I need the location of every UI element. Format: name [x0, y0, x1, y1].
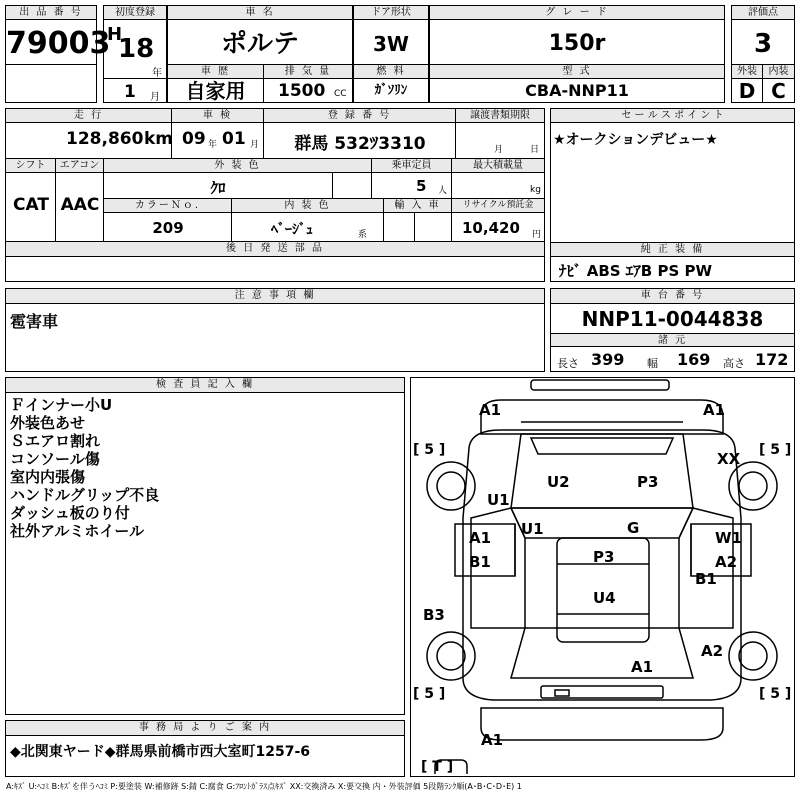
damage-front-left-bumper: A1: [479, 401, 502, 419]
width: 169: [677, 350, 711, 369]
damage-bonnet-left: U2: [547, 473, 570, 491]
import-label: 輸 入 車: [384, 199, 452, 213]
exterior-grade: D: [732, 79, 763, 103]
first-reg-month: 1: [124, 82, 136, 102]
transfer-month-unit: 月: [494, 145, 504, 155]
grade-label: グ レ ー ド: [430, 6, 724, 20]
office-notice-box: [5, 720, 405, 777]
tire-mark-rear-right: [ 5 ]: [759, 686, 792, 702]
first-reg-year: 18: [118, 34, 155, 64]
vehicle-info-box: [5, 108, 545, 282]
note-line: コンソール傷: [10, 450, 100, 468]
first-registration-box: [103, 5, 167, 103]
displacement: 1500: [278, 81, 326, 101]
lot-number-label: 出 品 番 号: [6, 6, 96, 20]
load-unit: kg: [530, 185, 541, 195]
interior-color: ﾍﾞｰｼﾞｭ: [271, 222, 313, 238]
transfer-day-unit: 日: [530, 145, 540, 155]
inspection-year: 09: [182, 129, 206, 149]
chassis-box: [550, 288, 795, 372]
length: 399: [591, 350, 625, 369]
interior-color-label: 内 装 色: [232, 199, 384, 213]
inspection-label: 車 検: [172, 109, 264, 123]
sales-point-text: ★オークションデビュー★: [553, 132, 718, 148]
later-parts-label: 後 日 発 送 部 品: [6, 241, 544, 257]
year-unit: 年: [152, 68, 162, 79]
office-text: ◆北関東ヤード◆群馬県前橋市西大室町1257-6: [10, 744, 311, 760]
model: CBA-NNP11: [525, 81, 629, 100]
car-name-label: 車 名: [168, 6, 352, 20]
ac-label: エアコン: [56, 159, 104, 173]
car-diagram: [411, 378, 794, 776]
history-label: 車 歴: [168, 65, 264, 79]
interior-label: 内装: [763, 65, 794, 79]
recycle: 10,420: [462, 219, 520, 237]
damage-front-right-bumper: A1: [703, 401, 726, 419]
note-line: ハンドルグリップ不良: [10, 486, 160, 504]
inspection-year-unit: 年: [208, 140, 218, 150]
damage-right-door-b: B1: [695, 570, 717, 588]
ac: AAC: [60, 195, 100, 215]
length-label: 長さ: [557, 357, 579, 370]
width-label: 幅: [647, 357, 658, 370]
score-box: [731, 5, 795, 103]
plate: 群馬 532ﾂ3310: [294, 134, 426, 154]
damage-roof-front: P3: [593, 548, 615, 566]
height-label: 高さ: [723, 357, 745, 370]
lot-number-box: [5, 5, 111, 103]
car-outline: [427, 380, 777, 774]
capacity-unit: 人: [438, 186, 448, 196]
equipment-label: 純 正 装 備: [551, 242, 794, 257]
mileage: 128,860: [66, 129, 144, 149]
door-label: ドア形状: [354, 6, 428, 20]
damage-left-quarter: B3: [423, 606, 445, 624]
damage-bonnet-right: P3: [637, 473, 659, 491]
damage-rear-bumper: A1: [481, 731, 504, 749]
displacement-label: 排 気 量: [264, 65, 352, 79]
door-box: [353, 5, 429, 103]
first-reg-divider: [104, 78, 166, 79]
tire-mark-front-right: [ 5 ]: [759, 442, 792, 458]
damage-left-door-a: A1: [469, 529, 492, 547]
note-line: ダッシュ板のり付: [10, 504, 130, 522]
color-label: 外 装 色: [104, 159, 372, 173]
note-line: 外装色あせ: [10, 414, 86, 432]
door: 3W: [373, 32, 409, 56]
specs-label: 諸 元: [551, 333, 794, 347]
note-line: Ｓエアロ割れ: [10, 432, 101, 450]
shift: CAT: [13, 195, 49, 215]
score: 3: [753, 29, 773, 59]
tire-marks: [413, 442, 791, 775]
color-no-label: カラーＮｏ.: [104, 199, 232, 213]
interior-grade: C: [771, 79, 786, 103]
damage-roof-rear: U4: [593, 589, 616, 607]
tire-mark-rear-left: [ 5 ]: [413, 686, 446, 702]
inspection-month-unit: 月: [250, 140, 260, 150]
car-name-box: [167, 5, 353, 103]
damage-left-door-b: B1: [469, 553, 491, 571]
grade-box: [429, 5, 725, 103]
sales-point-label: セ ー ル ス ポ イ ン ト: [551, 109, 794, 123]
height: 172: [755, 350, 789, 369]
caution-text: 雹害車: [10, 312, 59, 331]
capacity: 5: [416, 177, 427, 195]
transfer-label: 譲渡書類期限: [456, 109, 544, 123]
displacement-unit: CC: [334, 89, 347, 99]
tire-mark-front-left: [ 5 ]: [413, 442, 446, 458]
inspector-lines: [10, 396, 400, 540]
plate-label: 登 録 番 号: [264, 109, 456, 123]
load-label: 最大積載量: [452, 159, 544, 173]
inspector-label: 検 査 員 記 入 欄: [6, 378, 404, 393]
caution-label: 注 意 事 項 欄: [6, 289, 544, 304]
spare-tire-mark: [ T ]: [421, 759, 454, 775]
chassis-label: 車 台 番 号: [551, 289, 794, 304]
lot-divider: [6, 64, 96, 65]
chassis-number: NNP11-0044838: [581, 307, 764, 331]
damage-cowl: U1: [521, 520, 544, 538]
model-label: 型 式: [430, 65, 724, 79]
note-line: 社外アルミホイール: [10, 522, 145, 540]
damage-right-quarter: A2: [701, 642, 724, 660]
car-diagram-box: [410, 377, 795, 777]
capacity-label: 乗車定員: [372, 159, 452, 173]
damage-right-door-a: A2: [715, 553, 738, 571]
shift-label: シフト: [6, 159, 56, 173]
damage-right-door-w: W1: [715, 529, 742, 547]
car-name: ポルテ: [220, 29, 299, 59]
import-sub-divider: [414, 213, 415, 241]
month-unit: 月: [150, 92, 160, 103]
note-line: 室内内張傷: [10, 468, 86, 486]
color-no: 209: [152, 219, 184, 237]
grade: 150r: [548, 31, 606, 56]
note-line: Ｆインナー小U: [10, 396, 113, 414]
office-label: 事 務 局 よ り ご 案 内: [6, 721, 404, 736]
caution-box: [5, 288, 545, 372]
fuel: ｶﾞｿﾘﾝ: [374, 83, 408, 98]
equipment-text: ﾅﾋﾞ ABS ｴｱB PS PW: [559, 262, 713, 280]
damage-legend: A:ｷｽﾞ U:ﾍｺﾐ B:ｷｽﾞを伴うﾍｺﾐ P:要塗装 W:補修跡 S:錆 C:腐食 G:ﾌﾛﾝﾄｶﾞﾗｽ点ｷｽﾞ XX:交換済み X:要交換 内・外装評価 5段階ﾗﾝｸ順(A･B･C･D･E) 1: [6, 782, 522, 791]
inspection-month: 01: [222, 129, 246, 149]
exterior-label: 外装: [732, 65, 763, 79]
history: 自家用: [168, 79, 264, 103]
mileage-unit: km: [144, 129, 174, 149]
inspector-notes-box: [5, 377, 405, 715]
damage-left-fender: U1: [487, 491, 510, 509]
mileage-label: 走 行: [6, 109, 172, 123]
damage-windshield: G: [627, 519, 640, 537]
score-label: 評価点: [732, 6, 794, 20]
damage-rear-gate: A1: [631, 658, 654, 676]
sales-point-box: [550, 108, 795, 282]
first-registration-label: 初度登録: [104, 6, 166, 20]
color: ｸﾛ: [210, 179, 226, 197]
recycle-label: リサイクル預託金: [452, 199, 544, 213]
interior-color-unit: 系: [358, 230, 368, 240]
color-sub-divider: [332, 173, 333, 199]
era: H: [107, 24, 123, 45]
recycle-unit: 円: [532, 230, 542, 240]
lot-number: 79003: [6, 26, 111, 61]
damage-right-fender: XX: [717, 450, 741, 468]
top-section: [5, 5, 795, 103]
fuel-label: 燃 料: [354, 65, 428, 79]
import-cell: [384, 213, 452, 241]
